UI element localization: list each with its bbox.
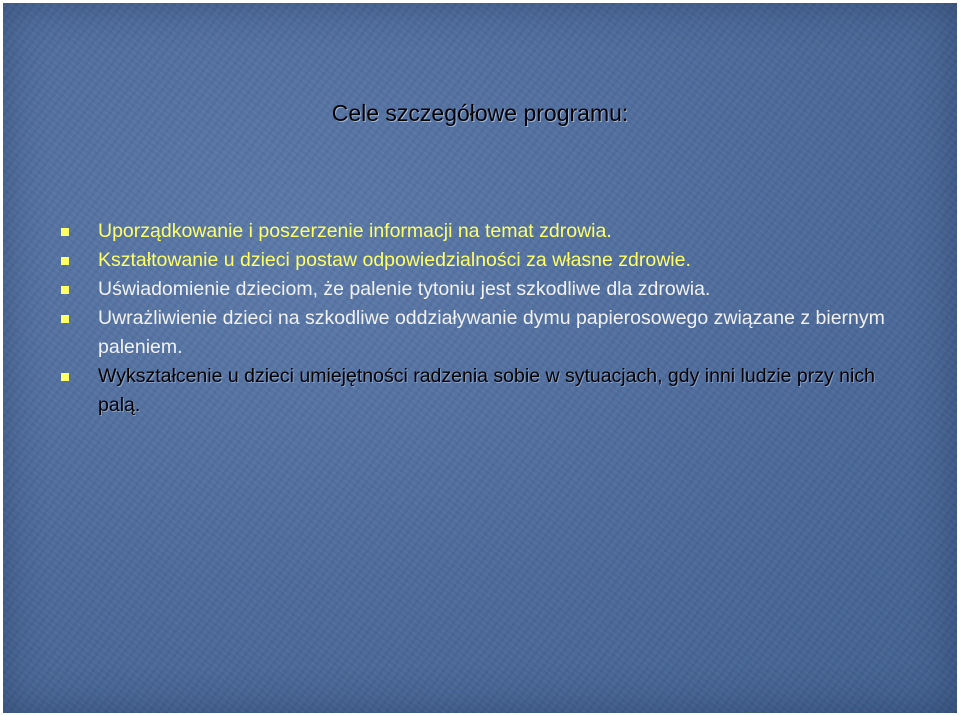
square-bullet-icon xyxy=(61,286,69,294)
list-item xyxy=(61,246,891,275)
list-item-text: Uświadomienie dzieciom, że palenie tytoniu jest szkodliwe dla zdrowia. xyxy=(98,278,711,300)
square-bullet-icon xyxy=(61,315,69,323)
slide-title: Cele szczegółowe programu: xyxy=(331,100,629,126)
square-bullet-icon xyxy=(61,228,69,236)
list-item-text: Wykształcenie u dzieci umiejętności radzenia sobie w sytuacjach, gdy inni ludzie przy nich palą. xyxy=(98,365,875,416)
list-item-text: Uporządkowanie i poszerzenie informacji na temat zdrowia. xyxy=(98,220,612,242)
slide xyxy=(3,3,957,713)
list-item xyxy=(61,362,891,420)
square-bullet-icon xyxy=(61,373,69,381)
list-item-text: Kształtowanie u dzieci postaw odpowiedzialności za własne zdrowie. xyxy=(98,249,691,271)
bullet-list xyxy=(61,217,891,420)
list-item-text: Uwrażliwienie dzieci na szkodliwe oddziaływanie dymu papierosowego związane z biernym paleniem. xyxy=(98,307,885,358)
list-item xyxy=(61,275,891,304)
list-item xyxy=(61,217,891,246)
square-bullet-icon xyxy=(61,257,69,265)
list-item xyxy=(61,304,891,362)
